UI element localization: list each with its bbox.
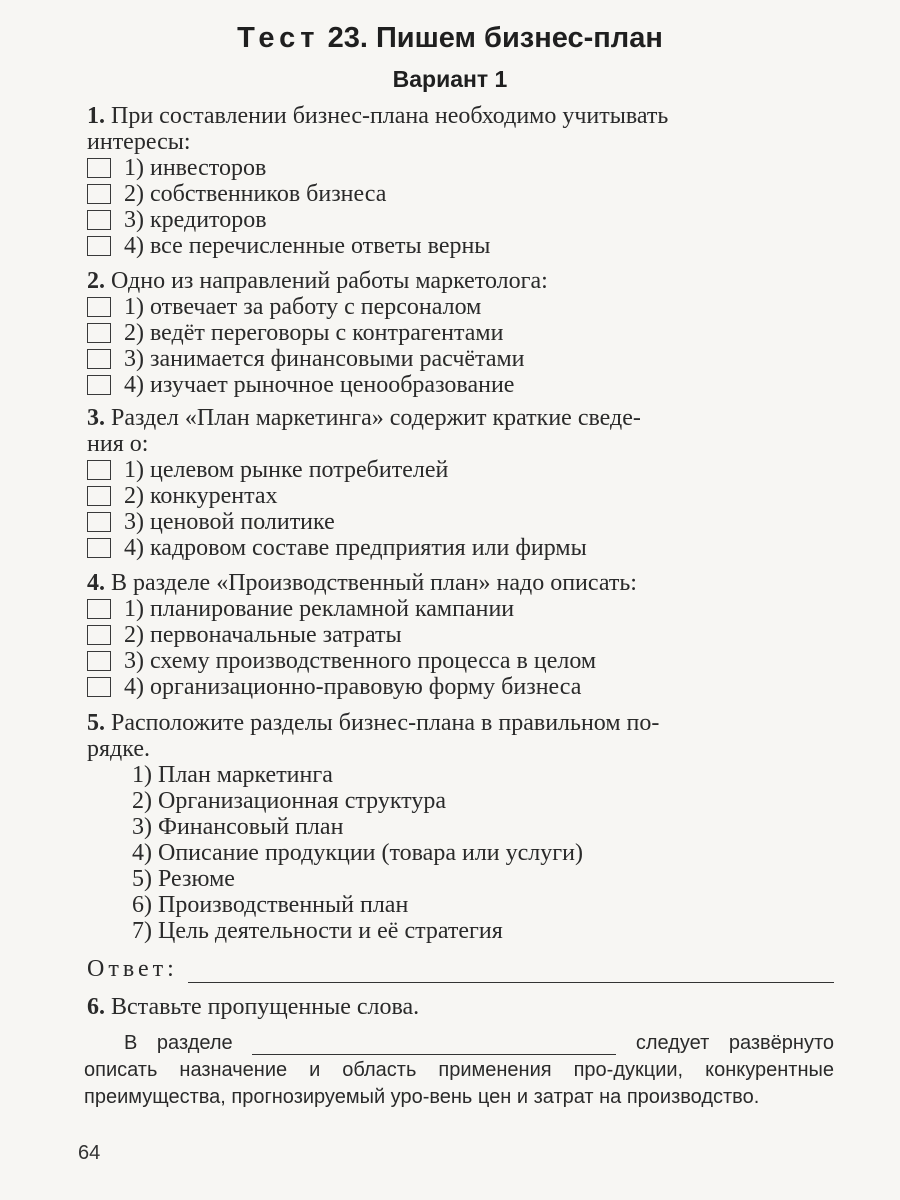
option[interactable] (87, 622, 834, 648)
question-stem (87, 103, 834, 155)
checkbox[interactable] (87, 297, 111, 317)
option-label: 4) организационно-правовую форму бизнеса (124, 674, 582, 700)
checkbox[interactable] (87, 512, 111, 532)
option[interactable] (87, 372, 834, 398)
option-label: 2) конкурентах (124, 483, 278, 509)
question-number: 4. (87, 570, 105, 596)
checkbox[interactable] (87, 460, 111, 480)
question-number: 1. (87, 103, 105, 129)
question-number: 5. (87, 710, 105, 736)
answer-input[interactable] (188, 958, 834, 983)
checkbox[interactable] (87, 651, 111, 671)
page-number: 64 (78, 1142, 101, 1164)
list-item: 5) Резюме (132, 866, 235, 892)
list-item: 6) Производственный план (132, 892, 409, 918)
option-label: 1) инвесторов (124, 155, 267, 181)
answer-row (87, 956, 834, 983)
question-number: 6. (87, 994, 105, 1020)
question-5 (87, 710, 834, 944)
page-title (0, 22, 900, 55)
stem-line: При составлении бизнес-плана необходимо учитывать (111, 103, 669, 129)
question-1 (87, 103, 834, 259)
option[interactable] (87, 674, 834, 700)
list-item: 4) Описание продукции (товара или услуги) (132, 840, 583, 866)
checkbox[interactable] (87, 677, 111, 697)
question-3 (87, 405, 834, 561)
option[interactable] (87, 509, 834, 535)
sections-list (87, 762, 834, 944)
question-stem (87, 710, 834, 762)
checkbox[interactable] (87, 323, 111, 343)
fill-in-paragraph (84, 1030, 834, 1111)
option-label: 1) отвечает за работу с персоналом (124, 294, 482, 320)
option-label: 4) кадровом составе предприятия или фирмы (124, 535, 587, 561)
blank-input[interactable] (252, 1034, 616, 1055)
option[interactable] (87, 294, 834, 320)
list-item: 1) План маркетинга (132, 762, 333, 788)
option-label: 4) изучает рыночное ценообразование (124, 372, 515, 398)
option[interactable] (87, 483, 834, 509)
option-label: 3) ценовой политике (124, 509, 335, 535)
text-after-blank: следует развёрнуто описать назначение и область применения про-дукции, конкурентные преимущества, прогнозируемый уро-вень цен и затрат на производство. (84, 1032, 835, 1108)
stem-line: Расположите разделы бизнес-плана в правильном по- (111, 710, 660, 736)
option-label: 2) первоначальные затраты (124, 622, 402, 648)
question-stem: Вставьте пропущенные слова. (111, 994, 420, 1020)
checkbox[interactable] (87, 184, 111, 204)
checkbox[interactable] (87, 538, 111, 558)
question-4 (87, 570, 834, 700)
option[interactable] (87, 181, 834, 207)
option[interactable] (87, 596, 834, 622)
option-label: 3) кредиторов (124, 207, 267, 233)
question-stem (87, 570, 834, 596)
stem-line: Раздел «План маркетинга» содержит краткие сведе- (111, 405, 641, 431)
option[interactable] (87, 346, 834, 372)
question-2 (87, 268, 834, 398)
option[interactable] (87, 233, 834, 259)
stem-line: ния о: (87, 431, 149, 457)
list-item: 7) Цель деятельности и её стратегия (132, 918, 503, 944)
option-label: 3) занимается финансовыми расчётами (124, 346, 525, 372)
question-6 (87, 994, 834, 1021)
option[interactable] (87, 320, 834, 346)
option[interactable] (87, 155, 834, 181)
option-label: 4) все перечисленные ответы верны (124, 233, 491, 259)
question-stem (87, 405, 834, 457)
option[interactable] (87, 457, 834, 483)
option-label: 2) ведёт переговоры с контрагентами (124, 320, 504, 346)
option-label: 1) планирование рекламной кампании (124, 596, 515, 622)
list-item: 2) Организационная структура (132, 788, 446, 814)
stem-line: В разделе «Производственный план» надо описать: (111, 570, 637, 596)
stem-line: интересы: (87, 129, 191, 155)
variant-heading: Вариант 1 (392, 66, 508, 92)
stem-line: рядке. (87, 736, 150, 762)
option-label: 2) собственников бизнеса (124, 181, 387, 207)
option[interactable] (87, 207, 834, 233)
checkbox[interactable] (87, 349, 111, 369)
option-label: 1) целевом рынке потребителей (124, 457, 449, 483)
checkbox[interactable] (87, 375, 111, 395)
title-word: Тест (237, 22, 320, 54)
option-label: 3) схему производственного процесса в целом (124, 648, 597, 674)
title-rest: 23. Пишем бизнес-план (327, 22, 663, 54)
text-before-blank: В разделе (124, 1032, 233, 1054)
checkbox[interactable] (87, 236, 111, 256)
checkbox[interactable] (87, 599, 111, 619)
checkbox[interactable] (87, 210, 111, 230)
option[interactable] (87, 648, 834, 674)
answer-label: Ответ: (87, 956, 178, 982)
question-number: 3. (87, 405, 105, 431)
checkbox[interactable] (87, 158, 111, 178)
stem-line: Одно из направлений работы маркетолога: (111, 268, 548, 294)
question-stem (87, 268, 834, 294)
checkbox[interactable] (87, 486, 111, 506)
option[interactable] (87, 535, 834, 561)
checkbox[interactable] (87, 625, 111, 645)
question-number: 2. (87, 268, 105, 294)
list-item: 3) Финансовый план (132, 814, 344, 840)
